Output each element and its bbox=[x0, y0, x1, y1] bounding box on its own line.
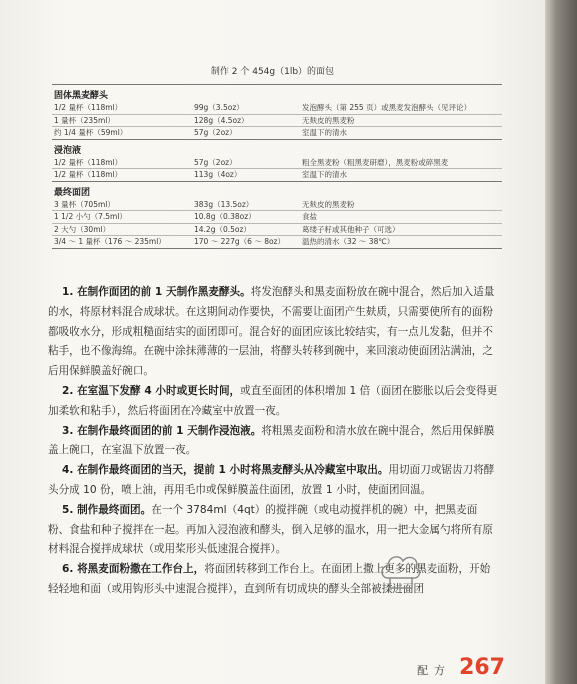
ingredient-cell: 葛缕子籽或其他种子（可选） bbox=[302, 224, 400, 234]
weight-cell: 57g（2oz） bbox=[194, 157, 237, 167]
ingredient-cell: 室温下的清水 bbox=[302, 170, 347, 179]
amount-cell: 1/2 量杯（118ml） bbox=[54, 170, 123, 179]
ingredient-cell: 粗全黑麦粉（粗黑麦研磨），黑麦粉或碎黑麦 bbox=[302, 157, 449, 167]
amount-cell: 1 1/2 小勺（7.5ml） bbox=[54, 212, 127, 221]
weight-cell: 10.8g（0.38oz） bbox=[194, 212, 256, 221]
weight-cell: 99g（3.5oz） bbox=[194, 103, 244, 112]
section-title: 最终面团 bbox=[54, 187, 91, 198]
step-heading: 3. 在制作最终面团的前 1 天制作浸泡液。 bbox=[62, 424, 262, 437]
ingredient-cell: 无麸皮的黑麦粉 bbox=[302, 115, 355, 125]
step-heading: 5. 制作最终面团。 bbox=[62, 503, 152, 516]
instructions bbox=[48, 283, 498, 600]
step-paragraph bbox=[48, 461, 498, 501]
step-text: 或直至面团的体积增加 1 倍（面团在膨胀以后会变得更加柔软和粘手），然后将面团在冷藏室中放置一夜。 bbox=[48, 384, 498, 417]
step-paragraph bbox=[48, 501, 498, 560]
amount-cell: 1 量杯（235ml） bbox=[54, 115, 115, 125]
chef-hat-icon bbox=[376, 548, 424, 594]
ingredient-cell: 温热的清水（32 ～ 38℃） bbox=[302, 237, 395, 246]
section-soaker bbox=[52, 140, 502, 182]
amount-cell: 2 大勺（30ml） bbox=[54, 224, 111, 234]
step-heading: 2. 在室温下发酵 4 小时或更长时间， bbox=[62, 384, 241, 397]
step-heading: 1. 在制作面团的前 1 天制作黑麦酵头。 bbox=[62, 286, 251, 298]
table-row bbox=[52, 224, 502, 237]
amount-cell: 1/2 量杯（118ml） bbox=[54, 103, 123, 112]
ingredient-cell: 发泡酵头（第 255 页）或黑麦发泡酵头（见评论） bbox=[302, 103, 472, 112]
ingredient-table bbox=[52, 84, 502, 249]
ingredient-cell: 室温下的清水 bbox=[302, 128, 347, 137]
weight-cell: 128g（4.5oz） bbox=[194, 115, 249, 125]
table-row bbox=[52, 169, 502, 182]
step-text: 在一个 3784ml（4qt）的搅拌碗（或电动搅拌机的碗）中，把黑麦面粉、食盐和种子搅拌在一起。再加入浸泡液和酵头，倒入足够的温水，用一把大金属勺将所有原材料混合搅拌成球状（或用桨形头低速混合搅拌）。 bbox=[48, 503, 493, 556]
amount-cell: 3 量杯（705ml） bbox=[54, 199, 115, 209]
recipe-table-title: 制作 2 个 454g（1lb）的面包 bbox=[210, 67, 335, 77]
table-row bbox=[52, 211, 502, 224]
weight-cell: 57g（2oz） bbox=[194, 128, 237, 137]
section-title: 固体黑麦酵头 bbox=[54, 91, 109, 101]
ingredient-cell: 食盐 bbox=[302, 212, 317, 221]
table-row bbox=[52, 157, 502, 170]
table-row bbox=[52, 199, 502, 212]
page-footer bbox=[417, 655, 505, 680]
weight-cell: 14.2g（0.5oz） bbox=[194, 224, 251, 234]
footer-label: 配方 bbox=[417, 664, 452, 677]
table-row bbox=[52, 127, 502, 140]
amount-cell: 3/4 ～ 1 量杯（176 ～ 235ml） bbox=[54, 237, 166, 246]
weight-cell: 383g（13.5oz） bbox=[194, 199, 254, 209]
amount-cell: 约 1/4 量杯（59ml） bbox=[54, 128, 128, 137]
step-text: 将粗黑麦面粉和清水放在碗中混合，然后用保鲜膜盖上碗口，在室温下放置一夜。 bbox=[48, 424, 495, 457]
step-paragraph bbox=[48, 422, 498, 462]
table-row bbox=[52, 236, 502, 249]
table-row bbox=[52, 115, 502, 128]
step-paragraph bbox=[48, 283, 498, 382]
weight-cell: 170 ～ 227g（6 ～ 8oz） bbox=[194, 237, 285, 246]
table-row bbox=[52, 102, 502, 115]
step-text: 将面团转移到工作台上。在面团上撒上更多的黑麦面粉，开始轻轻地和面（或用钩形头中速混合搅拌），直到所有切成块的酵头全部被揉进面团 bbox=[48, 563, 491, 595]
step-heading: 4. 在制作最终面团的当天，提前 1 小时将黑麦酵头从冷藏室中取出。 bbox=[62, 464, 389, 477]
step-text: 用切面刀或锯齿刀将酵头分成 10 份，喷上油，再用毛巾或保鲜膜盖住面团，放置 1 小时，使面团回温。 bbox=[48, 464, 495, 496]
section-title: 浸泡液 bbox=[54, 145, 82, 156]
step-paragraph bbox=[48, 560, 498, 600]
ingredient-cell: 无麸皮的黑麦粉 bbox=[302, 199, 355, 209]
step-heading: 6. 将黑麦面粉撒在工作台上， bbox=[62, 563, 205, 576]
book-edge bbox=[545, 0, 577, 684]
section-final-dough bbox=[52, 182, 502, 249]
step-paragraph bbox=[48, 382, 498, 422]
amount-cell: 1/2 量杯（118ml） bbox=[54, 157, 123, 167]
weight-cell: 113g（4oz） bbox=[194, 170, 242, 179]
section-starter bbox=[52, 85, 502, 140]
step-text: 将发泡酵头和黑麦面粉放在碗中混合，然后加入适量的水，将原材料混合成球状。在这期间动作要快，不需要让面团产生麸质，只需要使所有的面粉都吸收水分，形成粗糙面结实的面团即可。混合好的面团应该比较结实，有一点儿发黏，但并不粘手，也不像海绵。在碗中涂抹薄薄的一层油，将酵头转移到碗中，来回滚动使面团沾满油，之后用保鲜膜盖好碗口。 bbox=[48, 286, 495, 378]
page-number: 267 bbox=[459, 655, 505, 680]
